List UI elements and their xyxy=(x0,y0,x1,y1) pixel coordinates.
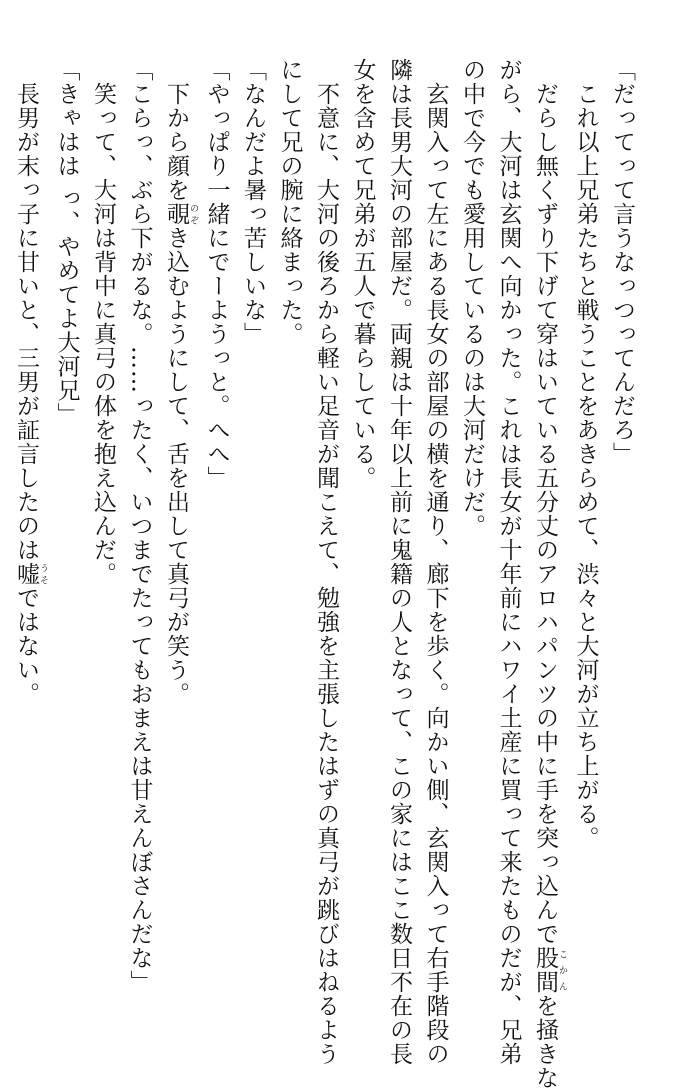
text-column-3: だらし無くずり下げて穿はいている五分丈のアロハパンツの中に手を突っ込んで股間 こかんを掻きな xyxy=(532,58,567,1090)
text-column-11: 「なんだよ暑っ苦しいな」 xyxy=(240,58,266,346)
text-column-4: がら、大河は玄関へ向かった。これは長女が十年前にハワイ土産に買って来たものだが、兄弟 xyxy=(495,58,522,1066)
text-column-15: 笑って、大河は背中に真弓の体を抱え込んだ。 xyxy=(90,58,116,586)
text-column-5: の中で今でも愛用しているのは大河だけだ。 xyxy=(459,58,485,538)
text-column-10: にして兄の腕に絡まった。 xyxy=(276,58,303,346)
text-column-12: 「やっぱり一緒にでーようっと。へへ」 xyxy=(203,58,230,490)
text-column-14: 「こらっ、ぶら下がるな。……ったく、いつまでたってもおまえは甘えんぼさんだな」 xyxy=(126,58,153,994)
text-column-8: 女を含めて兄弟が五人で暮らしている。 xyxy=(349,58,376,490)
vertical-text-block xyxy=(13,58,640,1090)
text-column-7: 隣は長男大河の部屋だ。両親は十年以上前に鬼籍の人となって、この家にはここ数日不在の長 xyxy=(386,58,412,1066)
ruby-nozo: 覗 のぞ xyxy=(163,202,198,226)
ruby-uso: 嘘 うそ xyxy=(13,562,48,586)
text-column-17: 長男が末っ子に甘いと、三男が証言したのは嘘 うそではない。 xyxy=(13,58,48,706)
text-column-6: 玄関入って左にある長女の部屋の横を通り、廊下を歩く。向かい側、玄関入って右手階段の xyxy=(422,58,449,1066)
text-column-16: 「きゃはは っ、やめてよ大河兄」 xyxy=(53,58,80,427)
ruby-kokan: 股間 こかん xyxy=(532,946,567,994)
text-column-2: これ以上兄弟たちと戦うことをあきらめて、渋々と大河が立ち上がる。 xyxy=(572,58,599,850)
text-column-1: 「だってって言うなっつってんだろ」 xyxy=(609,58,635,466)
text-column-9: 不意に、大河の後ろから軽い足音が聞こえて、勉強を主張したはずの真弓が跳びはねるよう xyxy=(313,58,339,1066)
text-column-13: 下から顔を覗 のぞき込むようにして、舌を出して真弓が笑う。 xyxy=(163,58,198,706)
